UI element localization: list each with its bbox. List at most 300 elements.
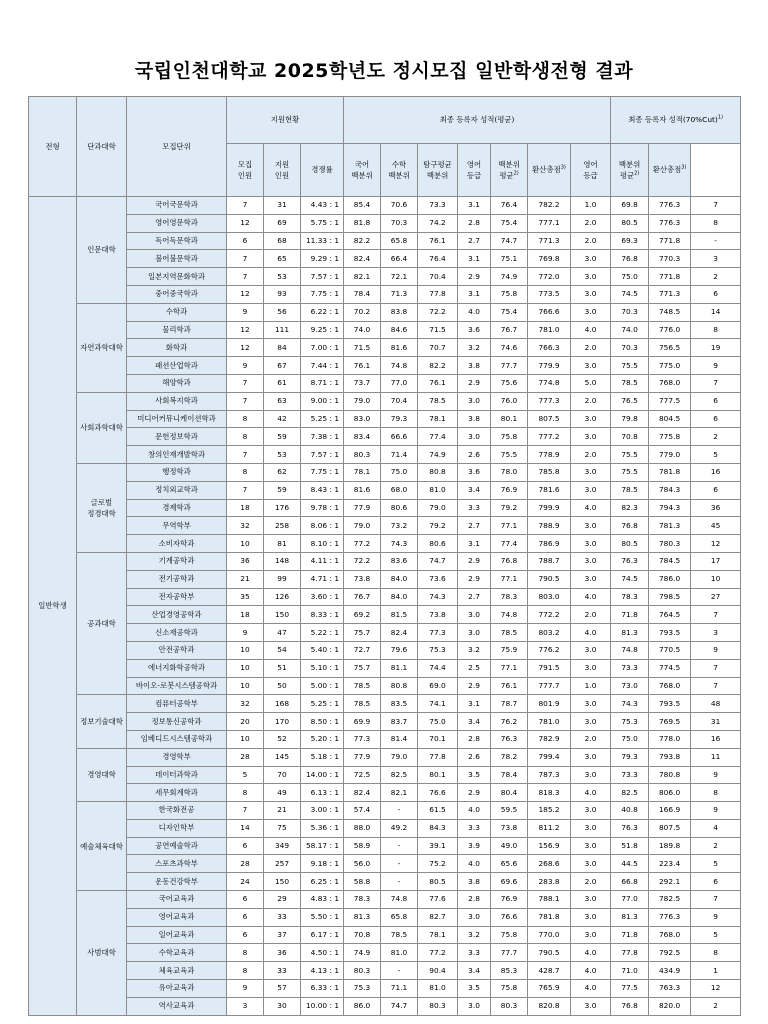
unit-cell: 무역학부: [127, 517, 227, 535]
unit-cell: 화학과: [127, 339, 227, 357]
value-cell: 79.0: [344, 392, 381, 410]
header-track: 전형: [29, 97, 77, 197]
value-cell: 3.3: [458, 944, 491, 962]
value-cell: 73.3: [418, 197, 458, 215]
value-cell: 791.5: [528, 659, 571, 677]
value-cell: 73.8: [491, 819, 528, 837]
value-cell: 78.1: [344, 463, 381, 481]
value-cell: 63: [264, 392, 301, 410]
value-cell: -: [691, 232, 741, 250]
value-cell: 83.5: [381, 695, 418, 713]
value-cell: 78.1: [418, 926, 458, 944]
value-cell: 2.9: [458, 677, 491, 695]
value-cell: 76.3: [611, 552, 649, 570]
value-cell: 42: [264, 410, 301, 428]
value-cell: 8: [227, 463, 264, 481]
value-cell: 82.7: [418, 908, 458, 926]
value-cell: 3.0: [571, 481, 611, 499]
header-unit: 모집단위: [127, 97, 227, 197]
value-cell: 766.3: [528, 339, 571, 357]
value-cell: 2.7: [458, 517, 491, 535]
college-cell: 경영대학: [77, 748, 127, 801]
value-cell: 7: [227, 802, 264, 820]
value-cell: 73.8: [344, 570, 381, 588]
value-cell: 67: [264, 357, 301, 375]
header-cut-english: 영어 등급: [571, 143, 611, 196]
value-cell: 6: [691, 481, 741, 499]
value-cell: 33: [264, 962, 301, 980]
value-cell: 156.9: [528, 837, 571, 855]
college-cell: 공과대학: [77, 552, 127, 694]
value-cell: 69.8: [611, 197, 649, 215]
value-cell: 82.2: [418, 357, 458, 375]
value-cell: 81.3: [611, 624, 649, 642]
value-cell: 76.9: [491, 481, 528, 499]
value-cell: 74.9: [418, 446, 458, 464]
value-cell: 788.9: [528, 517, 571, 535]
value-cell: 3.0: [571, 268, 611, 286]
unit-cell: 산업경영공학과: [127, 606, 227, 624]
value-cell: 7: [691, 197, 741, 215]
unit-cell: 체육교육과: [127, 962, 227, 980]
value-cell: 53: [264, 268, 301, 286]
value-cell: 9: [691, 908, 741, 926]
value-cell: 9: [691, 641, 741, 659]
value-cell: 73.2: [381, 517, 418, 535]
value-cell: 70.3: [611, 339, 649, 357]
value-cell: 12: [227, 285, 264, 303]
value-cell: 71.5: [418, 321, 458, 339]
value-cell: 69.6: [491, 873, 528, 891]
value-cell: 8: [227, 962, 264, 980]
value-cell: 74.4: [418, 659, 458, 677]
table-row: [29, 748, 741, 766]
value-cell: 75.0: [418, 713, 458, 731]
value-cell: 3.0: [571, 802, 611, 820]
value-cell: 784.5: [649, 552, 691, 570]
table-row: [29, 535, 741, 553]
value-cell: 24: [227, 873, 264, 891]
value-cell: 8.33 : 1: [301, 606, 344, 624]
value-cell: -: [381, 802, 418, 820]
table-row: [29, 303, 741, 321]
value-cell: 2.0: [571, 214, 611, 232]
value-cell: 76.3: [611, 819, 649, 837]
value-cell: 70.3: [381, 214, 418, 232]
value-cell: 790.5: [528, 944, 571, 962]
table-row: [29, 997, 741, 1015]
college-cell: 사회과학대학: [77, 392, 127, 463]
value-cell: 2.7: [458, 588, 491, 606]
value-cell: 77.0: [611, 891, 649, 909]
unit-cell: 수학교육과: [127, 944, 227, 962]
value-cell: 4.0: [571, 980, 611, 998]
value-cell: 3.6: [458, 321, 491, 339]
value-cell: 8: [691, 321, 741, 339]
value-cell: 76.8: [611, 250, 649, 268]
value-cell: 779.9: [528, 357, 571, 375]
value-cell: 17: [691, 552, 741, 570]
value-cell: 76.1: [344, 357, 381, 375]
value-cell: 77.3: [418, 624, 458, 642]
value-cell: 7: [227, 197, 264, 215]
value-cell: 3.0: [571, 428, 611, 446]
value-cell: 76.1: [491, 677, 528, 695]
value-cell: 75.6: [491, 374, 528, 392]
value-cell: 189.8: [649, 837, 691, 855]
value-cell: 80.8: [418, 463, 458, 481]
unit-cell: 데이터과학과: [127, 766, 227, 784]
value-cell: 6: [691, 392, 741, 410]
value-cell: 12: [227, 214, 264, 232]
value-cell: 11: [691, 748, 741, 766]
value-cell: 81.1: [381, 659, 418, 677]
value-cell: 111: [264, 321, 301, 339]
value-cell: 2.8: [458, 214, 491, 232]
value-cell: 73.6: [418, 570, 458, 588]
value-cell: 84.3: [418, 819, 458, 837]
value-cell: 10: [227, 730, 264, 748]
value-cell: 3.1: [458, 535, 491, 553]
value-cell: 58.9: [344, 837, 381, 855]
value-cell: 6: [227, 908, 264, 926]
table-row: [29, 268, 741, 286]
value-cell: 79.2: [418, 517, 458, 535]
value-cell: 799.4: [528, 748, 571, 766]
value-cell: 82.1: [344, 268, 381, 286]
value-cell: 16: [691, 463, 741, 481]
unit-cell: 전자공학부: [127, 588, 227, 606]
value-cell: 5: [691, 926, 741, 944]
value-cell: 777.1: [528, 214, 571, 232]
value-cell: 2.0: [571, 392, 611, 410]
value-cell: 30: [264, 997, 301, 1015]
value-cell: 5.18 : 1: [301, 748, 344, 766]
value-cell: 779.0: [649, 446, 691, 464]
value-cell: 763.3: [649, 980, 691, 998]
value-cell: 3.8: [458, 410, 491, 428]
value-cell: 75.2: [418, 855, 458, 873]
value-cell: 3: [691, 624, 741, 642]
value-cell: 2.9: [458, 268, 491, 286]
value-cell: 770.3: [649, 250, 691, 268]
value-cell: 81.4: [381, 730, 418, 748]
value-cell: 75: [264, 819, 301, 837]
table-row: [29, 837, 741, 855]
value-cell: 5.25 : 1: [301, 695, 344, 713]
value-cell: 5.75 : 1: [301, 214, 344, 232]
table-row: [29, 428, 741, 446]
value-cell: 27: [691, 588, 741, 606]
value-cell: 82.4: [344, 250, 381, 268]
unit-cell: 경제학과: [127, 499, 227, 517]
unit-cell: 미디어커뮤니케이션학과: [127, 410, 227, 428]
table-row: [29, 214, 741, 232]
value-cell: 80.1: [491, 410, 528, 428]
value-cell: 8: [227, 784, 264, 802]
value-cell: 7: [691, 374, 741, 392]
value-cell: 3.0: [571, 748, 611, 766]
value-cell: -: [381, 873, 418, 891]
value-cell: 3.4: [458, 713, 491, 731]
value-cell: 78.3: [491, 588, 528, 606]
value-cell: 44.5: [611, 855, 649, 873]
admission-results-table: [28, 96, 741, 1016]
value-cell: 3.0: [571, 535, 611, 553]
value-cell: 70.6: [381, 197, 418, 215]
value-cell: 37: [264, 926, 301, 944]
value-cell: 70.4: [418, 268, 458, 286]
value-cell: 65.8: [381, 908, 418, 926]
value-cell: 3.0: [571, 659, 611, 677]
value-cell: 793.5: [649, 695, 691, 713]
value-cell: 428.7: [528, 962, 571, 980]
value-cell: 771.8: [649, 268, 691, 286]
unit-cell: 경영학부: [127, 748, 227, 766]
value-cell: 74.3: [611, 695, 649, 713]
value-cell: 782.9: [528, 730, 571, 748]
value-cell: 74.7: [491, 232, 528, 250]
unit-cell: 영어교육과: [127, 908, 227, 926]
value-cell: 75.4: [491, 214, 528, 232]
unit-cell: 일본지역문화학과: [127, 268, 227, 286]
value-cell: 76.3: [491, 730, 528, 748]
value-cell: 2.0: [571, 232, 611, 250]
value-cell: 772.0: [528, 268, 571, 286]
value-cell: 51.8: [611, 837, 649, 855]
value-cell: 9: [691, 802, 741, 820]
value-cell: 775.0: [649, 357, 691, 375]
value-cell: 9: [227, 303, 264, 321]
value-cell: 4.0: [571, 624, 611, 642]
value-cell: 71.5: [344, 339, 381, 357]
table-row: [29, 588, 741, 606]
value-cell: 70.1: [418, 730, 458, 748]
value-cell: 74.8: [381, 357, 418, 375]
header-competition: 경쟁률: [301, 143, 344, 196]
value-cell: 811.2: [528, 819, 571, 837]
value-cell: 780.8: [649, 766, 691, 784]
value-cell: 76.1: [418, 232, 458, 250]
table-row: [29, 802, 741, 820]
value-cell: 75.9: [491, 641, 528, 659]
value-cell: 86.0: [344, 997, 381, 1015]
value-cell: 7.57 : 1: [301, 268, 344, 286]
value-cell: 4.0: [571, 784, 611, 802]
value-cell: 4.0: [458, 802, 491, 820]
value-cell: 82.4: [381, 624, 418, 642]
value-cell: 748.5: [649, 303, 691, 321]
unit-cell: 영어영문학과: [127, 214, 227, 232]
value-cell: 4.0: [571, 944, 611, 962]
value-cell: 3.0: [571, 891, 611, 909]
value-cell: 72.2: [344, 552, 381, 570]
value-cell: 2: [691, 837, 741, 855]
value-cell: 776.3: [649, 908, 691, 926]
unit-cell: 국어국문학과: [127, 197, 227, 215]
value-cell: 57.4: [344, 802, 381, 820]
value-cell: 82.4: [344, 784, 381, 802]
value-cell: 7: [691, 891, 741, 909]
value-cell: 75.7: [344, 659, 381, 677]
value-cell: 76.0: [491, 392, 528, 410]
table-row: [29, 250, 741, 268]
value-cell: 77.7: [491, 357, 528, 375]
value-cell: 70.8: [344, 926, 381, 944]
table-row: [29, 446, 741, 464]
value-cell: 82.5: [381, 766, 418, 784]
value-cell: 7: [227, 481, 264, 499]
value-cell: -: [381, 855, 418, 873]
table-row: [29, 873, 741, 891]
value-cell: 79.0: [344, 517, 381, 535]
value-cell: 3.4: [458, 962, 491, 980]
value-cell: 3.8: [458, 357, 491, 375]
value-cell: 61: [264, 374, 301, 392]
table-row: [29, 624, 741, 642]
value-cell: 788.7: [528, 552, 571, 570]
value-cell: 75.8: [491, 285, 528, 303]
table-row: [29, 659, 741, 677]
value-cell: 65.8: [381, 232, 418, 250]
value-cell: 780.3: [649, 535, 691, 553]
value-cell: 3.2: [458, 641, 491, 659]
value-cell: 90.4: [418, 962, 458, 980]
table-row: [29, 908, 741, 926]
value-cell: 166.9: [649, 802, 691, 820]
header-applicants: 지원 인원: [264, 143, 301, 196]
value-cell: 69: [264, 214, 301, 232]
value-cell: 12: [227, 321, 264, 339]
value-cell: 6.17 : 1: [301, 926, 344, 944]
value-cell: 6: [227, 837, 264, 855]
value-cell: 74.3: [418, 588, 458, 606]
value-cell: 292.1: [649, 873, 691, 891]
value-cell: 88.0: [344, 819, 381, 837]
value-cell: 28: [227, 748, 264, 766]
value-cell: 75.3: [344, 980, 381, 998]
value-cell: 59.5: [491, 802, 528, 820]
table-row: [29, 552, 741, 570]
value-cell: 7.38 : 1: [301, 428, 344, 446]
value-cell: 5.50 : 1: [301, 908, 344, 926]
value-cell: 79.0: [381, 748, 418, 766]
value-cell: 75.8: [491, 926, 528, 944]
value-cell: 3.60 : 1: [301, 588, 344, 606]
value-cell: 772.2: [528, 606, 571, 624]
value-cell: 9.29 : 1: [301, 250, 344, 268]
value-cell: -: [381, 837, 418, 855]
value-cell: 77.1: [491, 570, 528, 588]
value-cell: 81.6: [381, 339, 418, 357]
value-cell: 53: [264, 446, 301, 464]
value-cell: 771.3: [528, 232, 571, 250]
table-row: [29, 980, 741, 998]
value-cell: 83.0: [344, 410, 381, 428]
value-cell: 76.6: [418, 784, 458, 802]
value-cell: 349: [264, 837, 301, 855]
value-cell: 6: [227, 926, 264, 944]
table-row: [29, 855, 741, 873]
value-cell: 74.5: [611, 570, 649, 588]
value-cell: 73.3: [611, 659, 649, 677]
value-cell: 76.1: [418, 374, 458, 392]
value-cell: 8.06 : 1: [301, 517, 344, 535]
table-row: [29, 713, 741, 731]
value-cell: 78.7: [491, 695, 528, 713]
value-cell: 12: [227, 339, 264, 357]
value-cell: 77.8: [418, 285, 458, 303]
value-cell: 7: [227, 250, 264, 268]
value-cell: 80.3: [344, 962, 381, 980]
value-cell: 6: [691, 873, 741, 891]
value-cell: 73.8: [418, 606, 458, 624]
value-cell: 7: [227, 392, 264, 410]
value-cell: 78.4: [344, 285, 381, 303]
value-cell: 80.5: [611, 535, 649, 553]
value-cell: 79.0: [418, 499, 458, 517]
value-cell: 74.8: [491, 606, 528, 624]
value-cell: 71.8: [611, 926, 649, 944]
value-cell: 820.8: [528, 997, 571, 1015]
value-cell: 75.7: [344, 624, 381, 642]
value-cell: 6.25 : 1: [301, 873, 344, 891]
value-cell: 7.00 : 1: [301, 339, 344, 357]
unit-cell: 디자인학부: [127, 819, 227, 837]
value-cell: 74.7: [418, 552, 458, 570]
value-cell: 72.2: [418, 303, 458, 321]
value-cell: 5.00 : 1: [301, 677, 344, 695]
value-cell: 3.4: [458, 481, 491, 499]
value-cell: 9: [691, 766, 741, 784]
value-cell: 61.5: [418, 802, 458, 820]
value-cell: 790.5: [528, 570, 571, 588]
value-cell: 804.5: [649, 410, 691, 428]
table-row: [29, 677, 741, 695]
value-cell: 77.6: [418, 891, 458, 909]
unit-cell: 공연예술학과: [127, 837, 227, 855]
value-cell: 76.2: [491, 713, 528, 731]
value-cell: 126: [264, 588, 301, 606]
value-cell: 5.36 : 1: [301, 819, 344, 837]
value-cell: 150: [264, 606, 301, 624]
value-cell: 787.3: [528, 766, 571, 784]
value-cell: 6.13 : 1: [301, 784, 344, 802]
unit-cell: 중어중국학과: [127, 285, 227, 303]
value-cell: 70.7: [418, 339, 458, 357]
value-cell: 777.3: [528, 392, 571, 410]
value-cell: 8: [691, 214, 741, 232]
unit-cell: 바이오-로봇시스템공학과: [127, 677, 227, 695]
value-cell: 79.2: [491, 499, 528, 517]
unit-cell: 세무회계학과: [127, 784, 227, 802]
value-cell: 82.1: [381, 784, 418, 802]
value-cell: 5.10 : 1: [301, 659, 344, 677]
value-cell: 3.00 : 1: [301, 802, 344, 820]
value-cell: 8.50 : 1: [301, 713, 344, 731]
value-cell: 54: [264, 641, 301, 659]
value-cell: 3.0: [571, 552, 611, 570]
value-cell: 778.9: [528, 446, 571, 464]
value-cell: 807.5: [649, 819, 691, 837]
value-cell: 78.4: [491, 766, 528, 784]
unit-cell: 에너지화학공학과: [127, 659, 227, 677]
value-cell: 781.0: [528, 713, 571, 731]
value-cell: 3.6: [458, 463, 491, 481]
value-cell: 781.6: [528, 481, 571, 499]
value-cell: 5: [691, 446, 741, 464]
value-cell: 82.5: [611, 784, 649, 802]
